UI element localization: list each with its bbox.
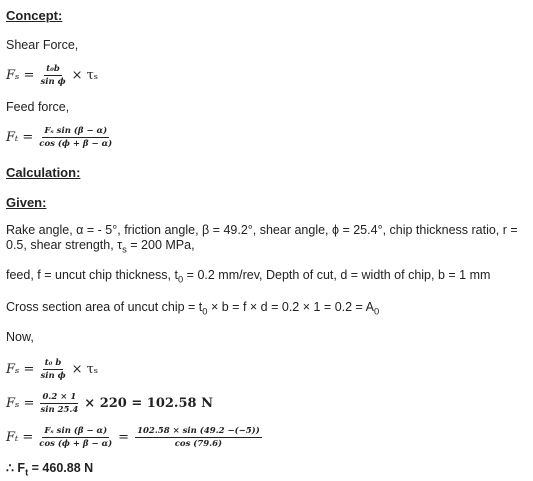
ft-numerator: Fₛ sin (β − α) xyxy=(44,126,108,136)
fs3-numerator: 0.2 × 1 xyxy=(42,392,77,402)
ft2-fraction-values xyxy=(135,426,262,449)
result-text: ∴ F xyxy=(6,461,26,475)
feed-line xyxy=(6,268,527,288)
feed-force-formula xyxy=(6,126,527,149)
given-line-2-text: 0.5, shear strength, τ xyxy=(6,238,123,252)
shear-force-label: Shear Force, xyxy=(6,38,79,52)
ft2-denominator: cos (ϕ + β − α) xyxy=(39,439,113,449)
feed-force-label: Feed force, xyxy=(6,100,70,114)
given-heading: Given: xyxy=(6,195,47,210)
ft2-equals: = xyxy=(118,430,130,445)
cross-line-text: Cross section area of uncut chip = t xyxy=(6,300,203,314)
final-result xyxy=(6,461,527,481)
fs-fraction xyxy=(40,64,65,87)
now-label: Now, xyxy=(6,330,34,344)
cross-section-line xyxy=(6,300,527,320)
given-line-2-text-end: = 200 MPa, xyxy=(126,238,195,252)
fs-lhs: Fₛ = xyxy=(6,68,35,83)
ft2-fraction xyxy=(39,426,112,449)
feed-force-calc xyxy=(6,426,527,449)
a0-subscript: 0 xyxy=(373,306,380,317)
ft2-value-numerator: 102.58 × sin (49.2 −(−5)) xyxy=(137,426,260,436)
result-value: = 460.88 N xyxy=(28,461,94,475)
fs3-fraction xyxy=(40,392,78,415)
fs2-lhs: Fₛ = xyxy=(6,362,35,377)
cross-line-text-mid: × b = f × d = 0.2 × 1 = 0.2 = A xyxy=(207,300,374,314)
fs3-result: × 220 = 102.58 N xyxy=(84,396,213,411)
given-line-1: Rake angle, α = - 5°, friction angle, β = 49.2°, shear angle, ϕ = 25.4°, chip thickness ratio, r = xyxy=(6,223,518,237)
fs-numerator: t₀b xyxy=(46,64,60,74)
ft2-value-denominator: cos (79.6) xyxy=(174,439,223,449)
fs2-fraction xyxy=(40,358,65,381)
fs-rhs: × τₛ xyxy=(71,68,99,83)
fs2-rhs: × τₛ xyxy=(71,362,99,377)
ft-denominator: cos (ϕ + β − α) xyxy=(39,139,113,149)
ft-fraction xyxy=(39,126,112,149)
given-line-2 xyxy=(6,238,527,258)
ft-lhs: Fₜ = xyxy=(6,130,34,145)
ft2-numerator: Fₛ sin (β − α) xyxy=(44,426,108,436)
shear-force-formula-2 xyxy=(6,358,527,381)
fs2-denominator: sin ϕ xyxy=(40,371,66,381)
fs3-lhs: Fₛ = xyxy=(6,396,35,411)
feed-line-text-end: = 0.2 mm/rev, Depth of cut, d = width of chip, b = 1 mm xyxy=(183,268,491,282)
shear-force-formula xyxy=(6,64,527,87)
fs-denominator: sin ϕ xyxy=(40,77,66,87)
calculation-heading: Calculation: xyxy=(6,165,81,180)
concept-heading: Concept: xyxy=(6,8,63,23)
t0-subscript: 0 xyxy=(177,274,184,285)
shear-force-calc xyxy=(6,392,527,415)
fs3-denominator: sin 25.4 xyxy=(40,405,79,415)
result-subscript: t xyxy=(25,467,29,478)
tau-subscript: s xyxy=(122,244,127,255)
feed-line-text: feed, f = uncut chip thickness, t xyxy=(6,268,178,282)
ft2-lhs: Fₜ = xyxy=(6,430,34,445)
fs2-numerator: t₀ b xyxy=(44,358,62,368)
cross-t0-subscript: 0 xyxy=(202,306,208,317)
